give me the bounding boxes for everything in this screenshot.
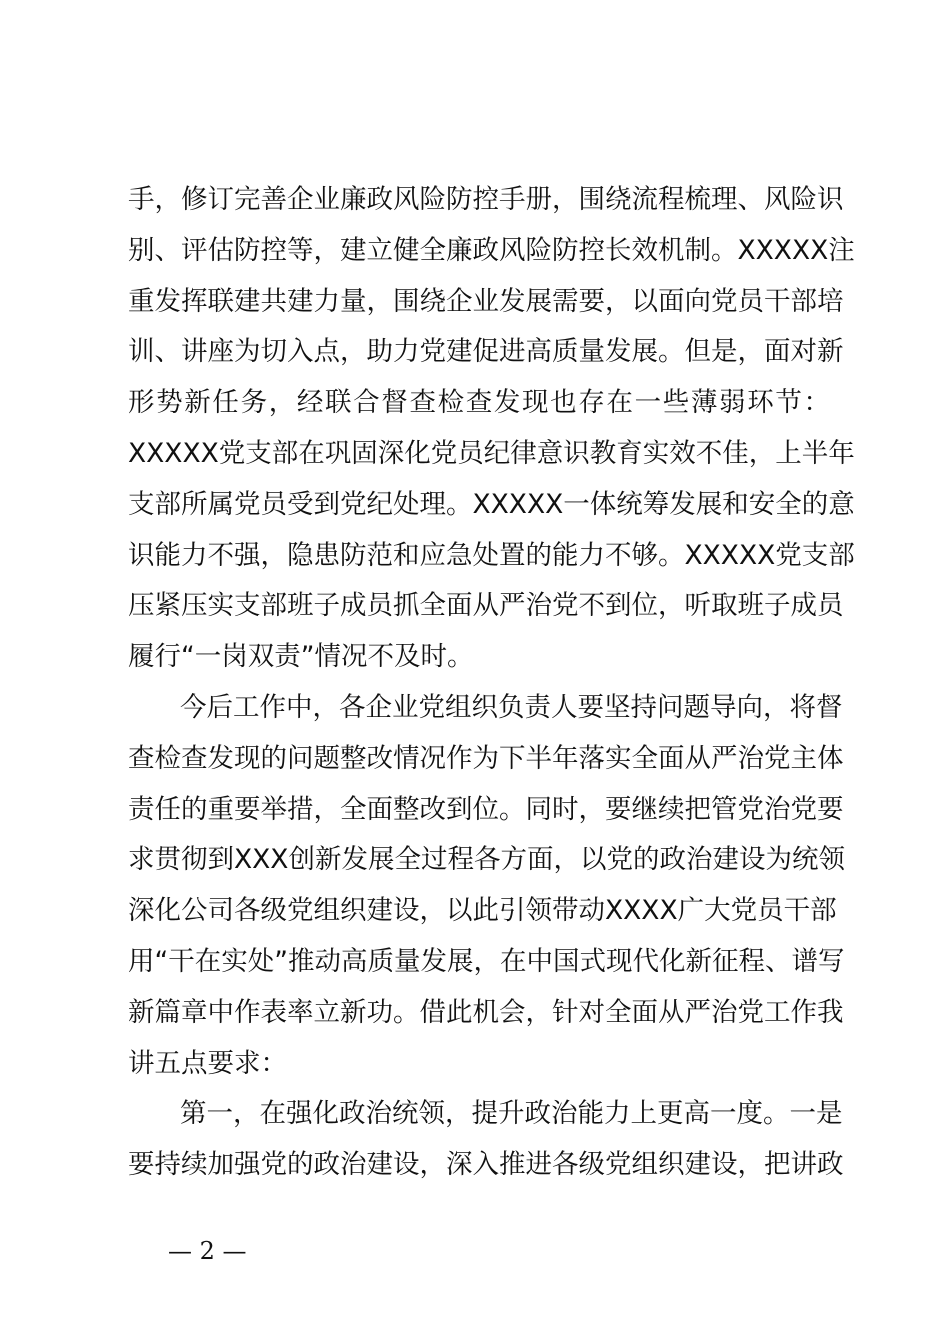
- text-line: 责任的重要举措，全面整改到位。同时，要继续把管党治党要: [128, 793, 844, 825]
- text-line: 训、讲座为切入点，助力党建促进高质量发展。但是，面对新: [128, 336, 844, 368]
- text-line: 今后工作中，各企业党组织负责人要坚持问题导向，将督: [180, 692, 843, 723]
- text-line: 求贯彻到XXX创新发展全过程各方面，以党的政治建设为统领: [128, 844, 845, 876]
- text-line: 重发挥联建共建力量，围绕企业发展需要，以面向党员干部培: [128, 285, 844, 317]
- page-number: — 2 —: [168, 1237, 247, 1265]
- text-line: 要持续加强党的政治建设，深入推进各级党组织建设，把讲政: [128, 1149, 844, 1181]
- text-line: 别、评估防控等，建立健全廉政风险防控长效机制。XXXXX注: [128, 234, 855, 266]
- text-line: 压紧压实支部班子成员抓全面从严治党不到位，听取班子成员: [128, 590, 844, 622]
- text-line: 讲五点要求：: [128, 1047, 287, 1079]
- text-line: 查检查发现的问题整改情况作为下半年落实全面从严治党主体: [128, 742, 844, 774]
- text-line: 手，修订完善企业廉政风险防控手册，围绕流程梳理、风险识: [128, 184, 844, 215]
- text-line: 履行“一岗双责”情况不及时。: [128, 641, 474, 673]
- text-line: 识能力不强，隐患防范和应急处置的能力不够。XXXXX党支部: [128, 539, 855, 571]
- text-line: 新篇章中作表率立新功。借此机会，针对全面从严治党工作我: [128, 996, 844, 1028]
- text-line: 深化公司各级党组织建设，以此引领带动XXXX广大党员干部: [128, 895, 837, 927]
- text-line: XXXXX党支部在巩固深化党员纪律意识教育实效不佳，上半年: [128, 438, 855, 469]
- text-line: 用“干在实处”推动高质量发展，在中国式现代化新征程、谱写: [128, 946, 845, 977]
- text-line: 支部所属党员受到党纪处理。XXXXX一体统筹发展和安全的意: [128, 488, 855, 520]
- text-line: 第一，在强化政治统领，提升政治能力上更高一度。一是: [180, 1098, 843, 1130]
- text-line: 形势新任务，经联合督查检查发现也存在一些薄弱环节：: [128, 387, 830, 419]
